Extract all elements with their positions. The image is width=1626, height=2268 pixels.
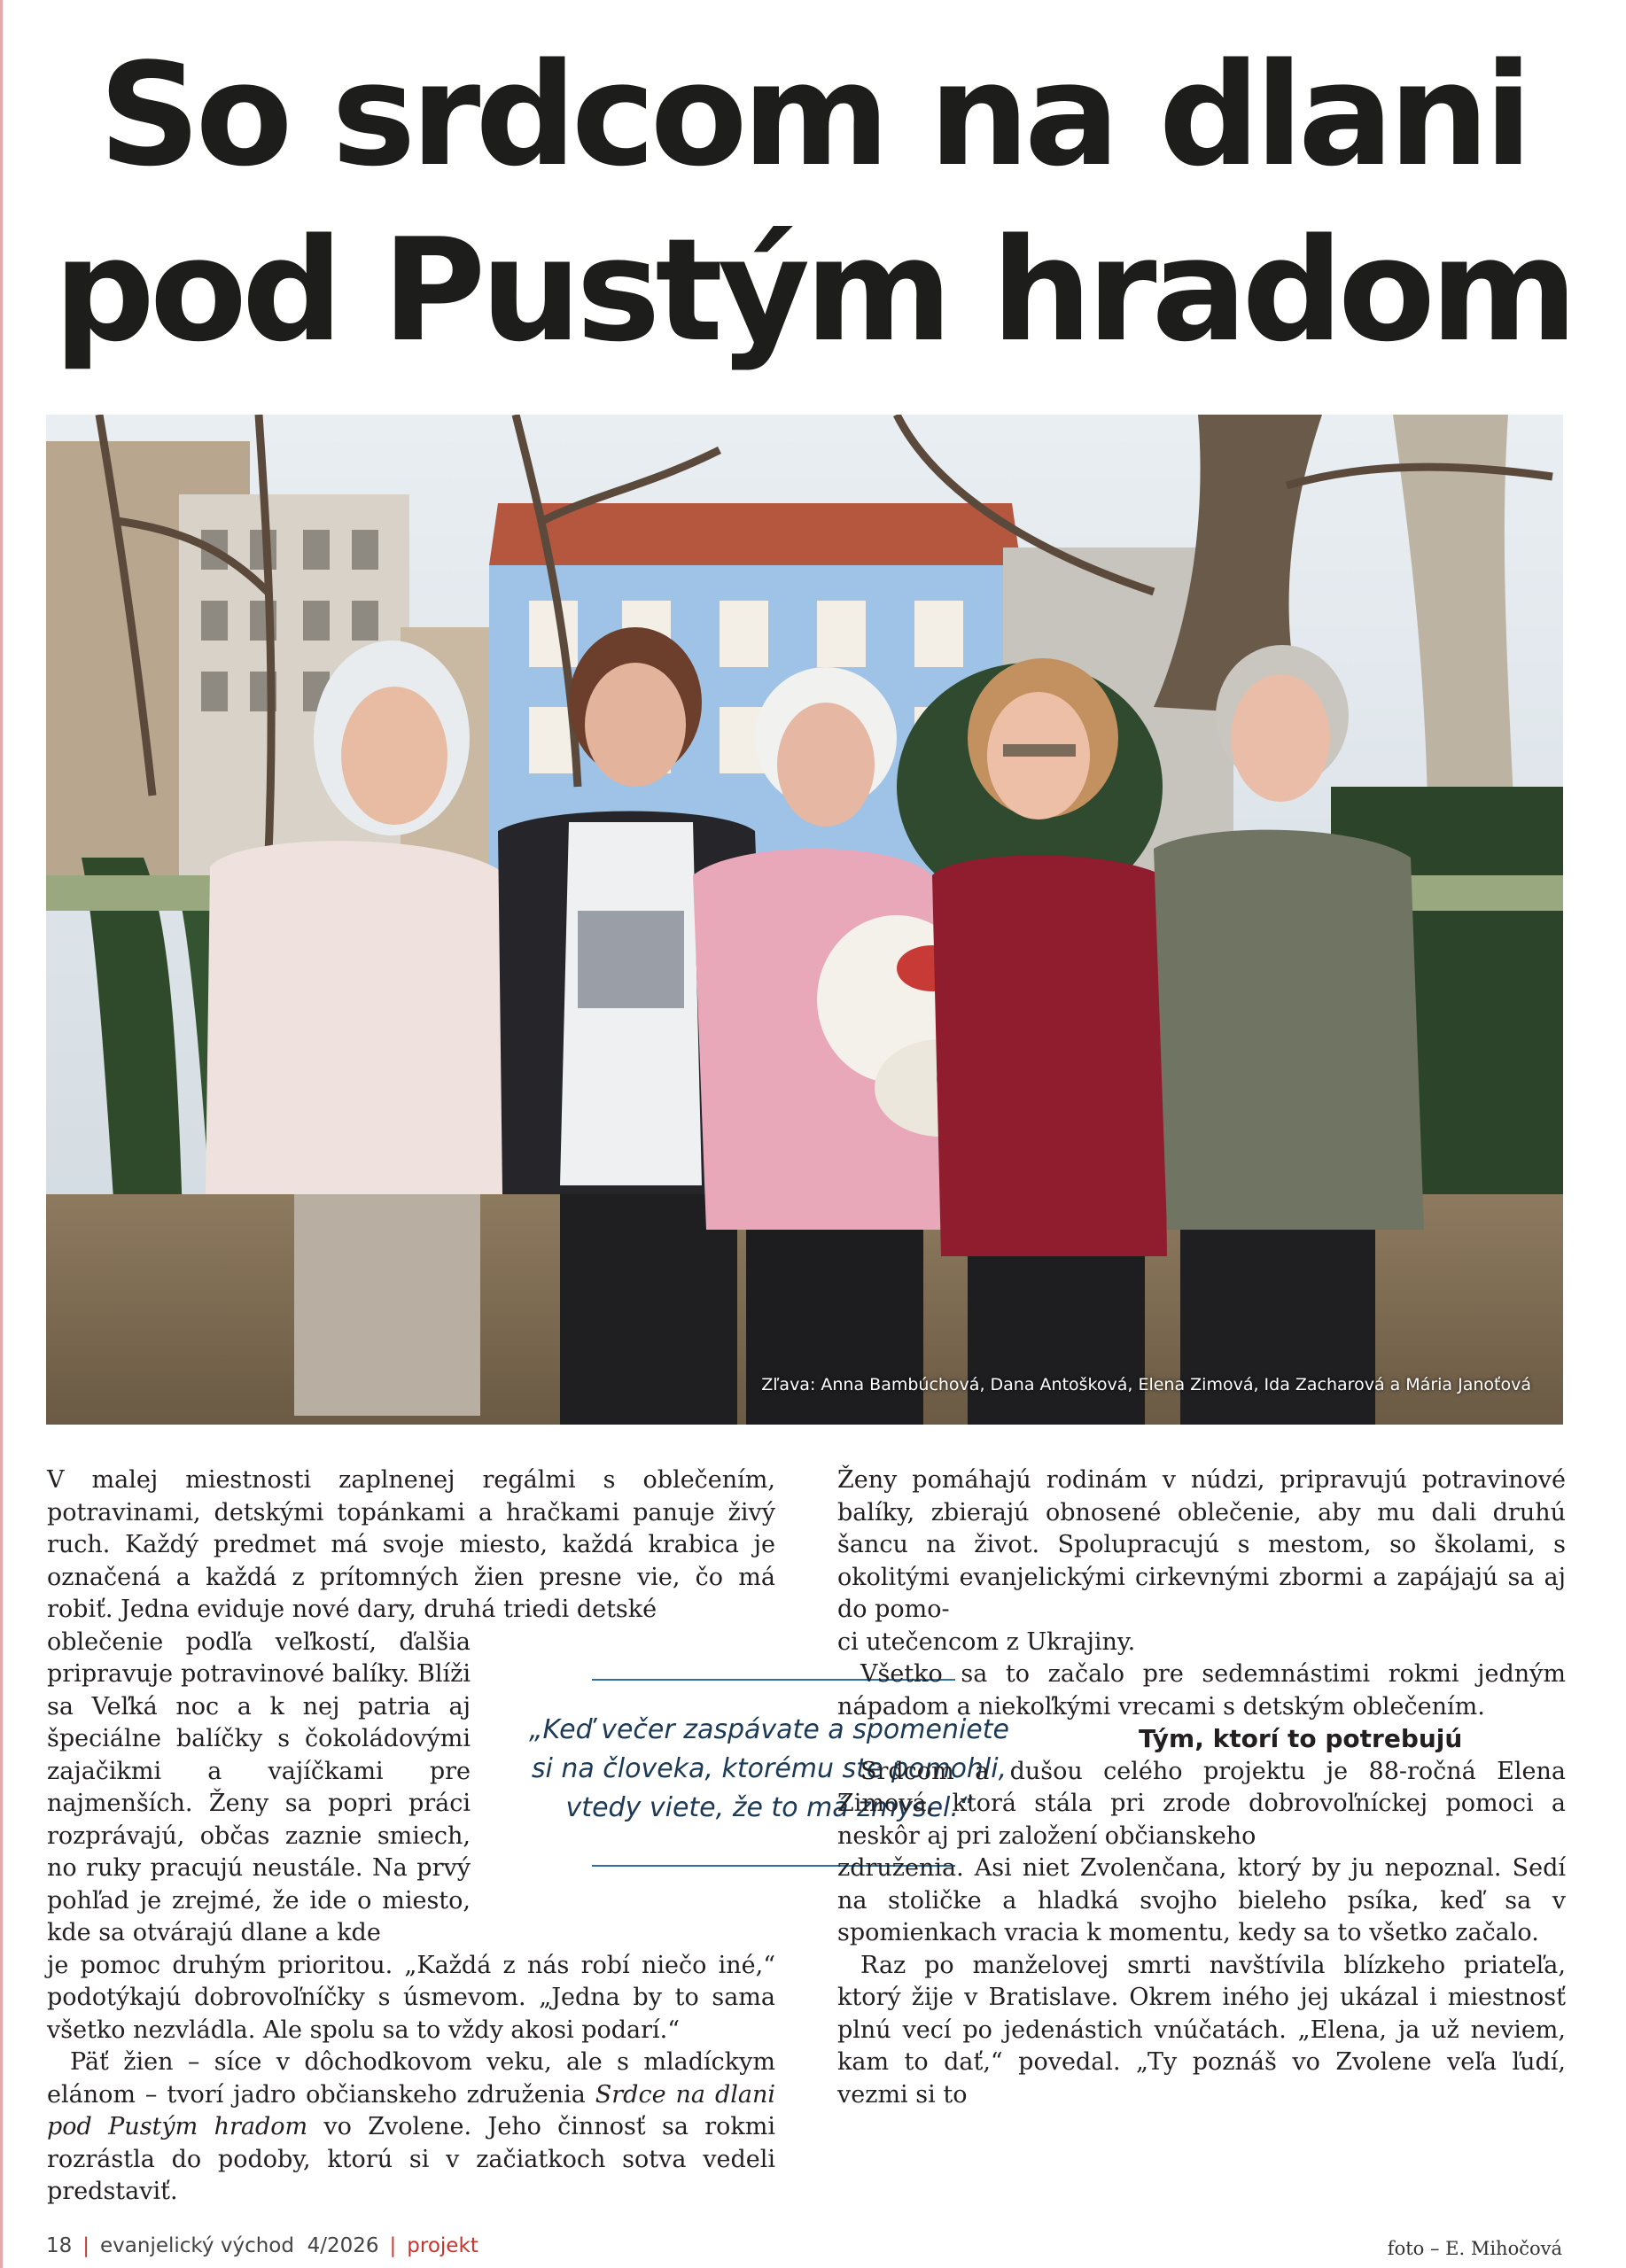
- page-number: 18: [46, 2234, 73, 2257]
- section-label: projekt: [407, 2234, 478, 2257]
- magazine-name: evanjelický východ: [100, 2234, 294, 2257]
- photo-caption: Zľava: Anna Bambúchová, Dana Antošková, Elena Zimová, Ida Zacharová a Mária Janoťová: [761, 1375, 1531, 1394]
- left-paragraph-1-narrow: oblečenie podľa veľkostí, ďalšia pripravuje potravinové balíky. Blíži sa Veľká noc a k nej patria aj špeciálne balíčky s čokoládovými zajačikmi a vajíčkami pre najmenších. Ženy sa popri práci rozprávajú, občas zaznie smiech, no ruky pracujú neustále. Na prvý pohľad je zrejmé, že ide o miesto, kde sa otvárajú dlane a kde: [47, 1627, 471, 1946]
- page-footer: [46, 2234, 478, 2257]
- section-subheading: Tým, ktorí to potrebujú: [1139, 1724, 1463, 1753]
- left-paragraph-1-wide: V malej miestnosti zaplnenej regálmi s oblečením, potravinami, detskými topánkami a hračkami panuje živý ruch. Každý predmet má svoje miesto, každá krabica je označená a každá z prítomných žien presne vie, čo má robiť. Jedna eviduje nové dary, druhá triedi detské: [47, 1466, 775, 1623]
- association-name: Srdce na dlani pod Pustým hradom: [47, 2080, 775, 2140]
- right-paragraph-3-end: združenia. Asi niet Zvolenčana, ktorý by ju nepoznal. Sedí na stoličke a hladká svojho bieleho psíka, keď sa v spomienkach vracia k momentu, kedy sa to všetko začalo.: [837, 1854, 1566, 1946]
- left-paragraph-2-end: vo Zvolene. Jeho činnosť sa rokmi rozrástla do podoby, ktorú si v začiatkoch sotva vedeli predstaviť.: [47, 2113, 775, 2205]
- left-paragraph-2: [47, 2047, 775, 2209]
- headline-line-1: So srdcom na dlani: [98, 32, 1528, 198]
- group-photo-illustration: [46, 415, 1563, 1425]
- right-column: [837, 1464, 1566, 2111]
- pull-quote: „Keď večer zaspávate a spomeniete si na človeka, ktorému ste pomohli, vtedy viete, že to má zmysel.“: [529, 1714, 1009, 1823]
- right-paragraph-1-wide: Ženy pomáhajú rodinám v núdzi, pripravujú potravinové balíky, zbierajú obnosené oblečenie, aby mu dali druhú šancu na život. Spolupracujú s mestom, so školami, s okolitými evanjelickými cirkevnými zbormi a zapájajú sa aj do pomo-: [837, 1466, 1566, 1623]
- footer-separator: |: [82, 2234, 90, 2257]
- left-paragraph-2-start: Päť žien – síce v dôchodkovom veku, ale s mladíckym elánom – tvorí jadro občianskeho združenia: [47, 2048, 775, 2109]
- headline-line-2: pod Pustým hradom: [53, 207, 1573, 373]
- left-paragraph-1-end: je pomoc druhým prioritou. „Každá z nás robí niečo iné,“ podotýkajú dobrovoľníčky s úsmevom. „Jedna by to sama všetko nezvládla. Ale spolu sa to vždy akosi podarí.“: [47, 1951, 775, 2044]
- issue-number: 4/2026: [307, 2234, 379, 2257]
- right-paragraph-4: Raz po manželovej smrti navštívila blízkeho priateľa, ktorý žije v Bratislave. Okrem iného jej ukázal i miestnosť plnú vecí po jedenástich vnúčatách. „Elena, ja už neviem, kam to dať,“ povedal. „Ty poznáš vo Zvolene veľa ľudí, vezmi si to: [837, 1951, 1566, 2109]
- right-paragraph-2: Všetko sa to začalo pre sedemnástimi rokmi jedným nápadom a niekoľkými vrecami s detským oblečením.: [837, 1660, 1566, 1720]
- photo-credit: foto – E. Mihočová: [1387, 2238, 1562, 2259]
- right-paragraph-1-narrow: ci utečencom z Ukrajiny.: [837, 1627, 1136, 1656]
- right-paragraph-3-narrow: Srdcom a dušou celého projektu je 88-ročná Elena Zimová, ktorá stála pri zrode dobrovoľníckej pomoci a neskôr aj pri založení občianskeho: [837, 1757, 1566, 1850]
- footer-separator: |: [389, 2234, 397, 2257]
- group-photo: [46, 415, 1563, 1425]
